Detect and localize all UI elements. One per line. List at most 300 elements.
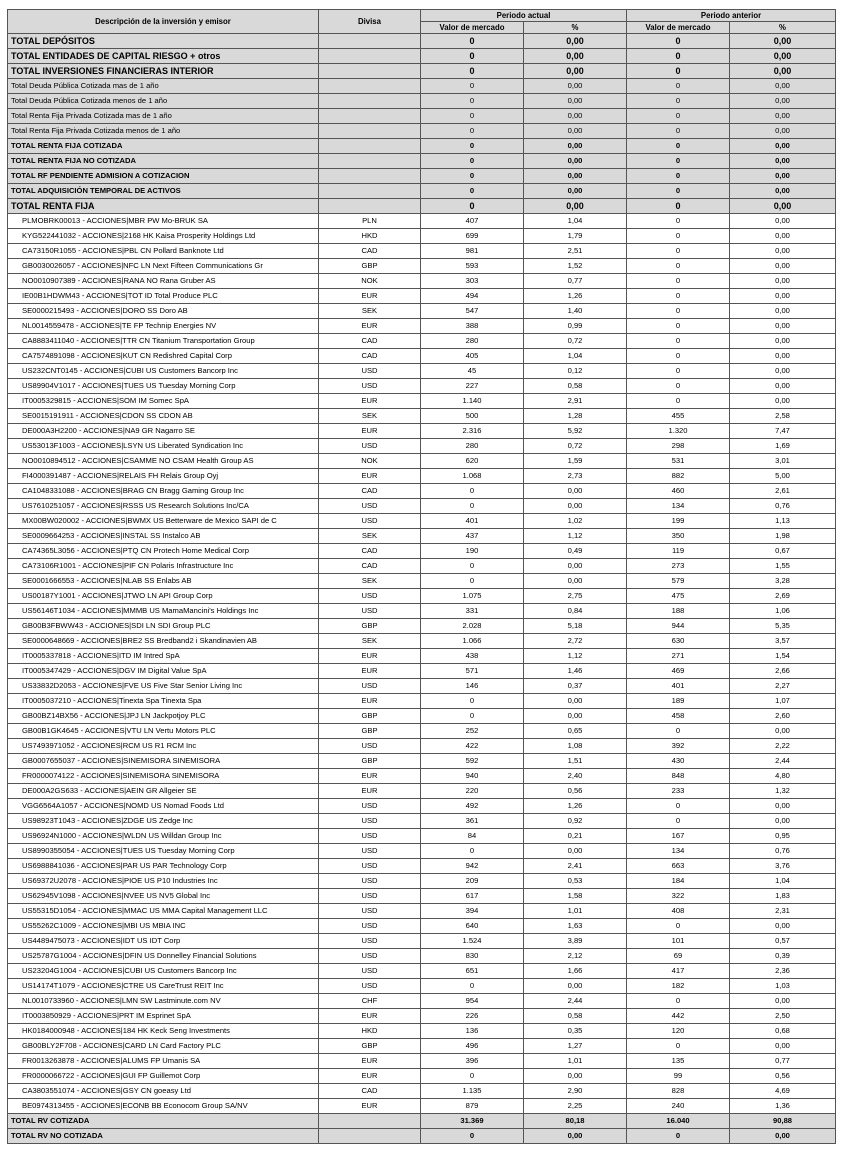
row-previous-percent: 1,04 — [730, 874, 836, 889]
row-description: TOTAL RENTA FIJA COTIZADA — [8, 139, 319, 154]
row-current-market-value: 492 — [421, 799, 524, 814]
row-current-market-value: 209 — [421, 874, 524, 889]
row-previous-percent: 0,00 — [730, 334, 836, 349]
total-row — [8, 34, 836, 49]
row-current-percent: 1,08 — [524, 739, 627, 754]
row-previous-percent: 3,57 — [730, 634, 836, 649]
holding-row — [8, 979, 836, 994]
row-description: TOTAL ENTIDADES DE CAPITAL RIESGO + otros — [8, 49, 319, 64]
row-previous-market-value: 0 — [627, 244, 730, 259]
holding-row — [8, 964, 836, 979]
holding-row — [8, 289, 836, 304]
row-currency: USD — [319, 379, 421, 394]
row-current-percent: 2,72 — [524, 634, 627, 649]
row-current-percent: 1,01 — [524, 904, 627, 919]
row-current-percent: 1,26 — [524, 289, 627, 304]
row-previous-market-value: 134 — [627, 499, 730, 514]
row-currency: SEK — [319, 529, 421, 544]
row-current-market-value: 220 — [421, 784, 524, 799]
row-previous-market-value: 460 — [627, 484, 730, 499]
row-current-market-value: 0 — [421, 154, 524, 169]
holding-row — [8, 394, 836, 409]
row-previous-market-value: 0 — [627, 214, 730, 229]
row-previous-market-value: 0 — [627, 94, 730, 109]
row-current-percent: 1,12 — [524, 529, 627, 544]
row-description: Total Renta Fija Privada Cotizada menos de 1 año — [8, 124, 319, 139]
row-current-percent: 2,12 — [524, 949, 627, 964]
row-currency: SEK — [319, 304, 421, 319]
row-currency: EUR — [319, 1069, 421, 1084]
row-currency: EUR — [319, 319, 421, 334]
total-row — [8, 199, 836, 214]
row-current-percent: 1,63 — [524, 919, 627, 934]
row-current-market-value: 0 — [421, 94, 524, 109]
holding-row — [8, 1054, 836, 1069]
row-previous-percent: 0,56 — [730, 1069, 836, 1084]
row-currency — [319, 94, 421, 109]
row-current-market-value: 547 — [421, 304, 524, 319]
row-previous-market-value: 0 — [627, 79, 730, 94]
row-description: NO0010894512 - ACCIONES|CSAMME NO CSAM Health Group AS — [8, 454, 319, 469]
investment-portfolio-table — [7, 9, 836, 1144]
row-current-market-value: 401 — [421, 514, 524, 529]
row-previous-market-value: 0 — [627, 34, 730, 49]
row-current-percent: 2,90 — [524, 1084, 627, 1099]
row-description: GB00B1GK4645 - ACCIONES|VTU LN Vertu Motors PLC — [8, 724, 319, 739]
row-currency: CAD — [319, 559, 421, 574]
row-current-market-value: 1.135 — [421, 1084, 524, 1099]
row-current-market-value: 1.075 — [421, 589, 524, 604]
row-description: US00187Y1001 - ACCIONES|JTWO LN API Group Corp — [8, 589, 319, 604]
row-currency: GBP — [319, 709, 421, 724]
row-description: IT0005037210 - ACCIONES|Tinexta Spa Tinexta Spa — [8, 694, 319, 709]
row-current-market-value: 0 — [421, 1069, 524, 1084]
row-previous-market-value: 0 — [627, 724, 730, 739]
row-previous-market-value: 233 — [627, 784, 730, 799]
row-description: FR0000066722 - ACCIONES|GUI FP Guillemot Corp — [8, 1069, 319, 1084]
row-previous-percent: 2,50 — [730, 1009, 836, 1024]
row-previous-percent: 0,00 — [730, 79, 836, 94]
holding-row — [8, 499, 836, 514]
row-previous-market-value: 0 — [627, 154, 730, 169]
holding-row — [8, 739, 836, 754]
row-current-market-value: 1.068 — [421, 469, 524, 484]
row-previous-market-value: 828 — [627, 1084, 730, 1099]
row-previous-percent: 7,47 — [730, 424, 836, 439]
row-previous-market-value: 0 — [627, 1039, 730, 1054]
holding-row — [8, 694, 836, 709]
row-currency: USD — [319, 799, 421, 814]
row-description: SE0015191911 - ACCIONES|CDON SS CDON AB — [8, 409, 319, 424]
holding-row — [8, 634, 836, 649]
row-previous-percent: 1,06 — [730, 604, 836, 619]
holding-row — [8, 1069, 836, 1084]
row-current-market-value: 0 — [421, 574, 524, 589]
row-currency: EUR — [319, 469, 421, 484]
row-currency: EUR — [319, 784, 421, 799]
row-currency: USD — [319, 844, 421, 859]
row-current-percent: 2,40 — [524, 769, 627, 784]
row-current-percent: 0,72 — [524, 334, 627, 349]
row-description: US62945V1098 - ACCIONES|NVEE US NV5 Global Inc — [8, 889, 319, 904]
row-previous-percent: 2,36 — [730, 964, 836, 979]
row-current-market-value: 136 — [421, 1024, 524, 1039]
row-currency: USD — [319, 589, 421, 604]
row-previous-percent: 0,00 — [730, 724, 836, 739]
row-previous-market-value: 531 — [627, 454, 730, 469]
row-previous-market-value: 101 — [627, 934, 730, 949]
row-current-percent: 0,00 — [524, 844, 627, 859]
row-current-percent: 1,46 — [524, 664, 627, 679]
row-currency: SEK — [319, 409, 421, 424]
row-current-percent: 0,92 — [524, 814, 627, 829]
holding-row — [8, 484, 836, 499]
row-current-percent: 0,72 — [524, 439, 627, 454]
row-current-market-value: 942 — [421, 859, 524, 874]
row-previous-market-value: 120 — [627, 1024, 730, 1039]
row-previous-market-value: 408 — [627, 904, 730, 919]
row-previous-market-value: 0 — [627, 394, 730, 409]
holding-row — [8, 319, 836, 334]
row-description: CA3803551074 - ACCIONES|GSY CN goeasy Ltd — [8, 1084, 319, 1099]
row-currency: USD — [319, 904, 421, 919]
row-description: US23204G1004 - ACCIONES|CUBI US Customers Bancorp Inc — [8, 964, 319, 979]
row-previous-percent: 2,22 — [730, 739, 836, 754]
row-previous-market-value: 16.040 — [627, 1114, 730, 1129]
row-current-market-value: 146 — [421, 679, 524, 694]
row-previous-percent: 0,00 — [730, 1039, 836, 1054]
holding-row — [8, 1099, 836, 1114]
row-description: IT0005337818 - ACCIONES|ITD IM Intred SpA — [8, 649, 319, 664]
row-current-percent: 2,51 — [524, 244, 627, 259]
row-previous-market-value: 273 — [627, 559, 730, 574]
total-row — [8, 64, 836, 79]
row-current-percent: 0,00 — [524, 199, 627, 214]
row-previous-market-value: 0 — [627, 364, 730, 379]
row-previous-market-value: 0 — [627, 49, 730, 64]
row-description: DE000A3H2200 - ACCIONES|NA9 GR Nagarro SE — [8, 424, 319, 439]
header-previous-market-value: Valor de mercado — [627, 22, 730, 34]
row-previous-percent: 90,88 — [730, 1114, 836, 1129]
holding-row — [8, 454, 836, 469]
row-currency: GBP — [319, 724, 421, 739]
row-previous-percent: 0,00 — [730, 49, 836, 64]
total-row — [8, 94, 836, 109]
row-current-market-value: 2.028 — [421, 619, 524, 634]
row-current-percent: 0,00 — [524, 154, 627, 169]
row-previous-percent: 2,44 — [730, 754, 836, 769]
holding-row — [8, 814, 836, 829]
row-current-market-value: 252 — [421, 724, 524, 739]
row-current-market-value: 494 — [421, 289, 524, 304]
row-current-percent: 1,12 — [524, 649, 627, 664]
row-previous-market-value: 271 — [627, 649, 730, 664]
row-current-market-value: 190 — [421, 544, 524, 559]
holding-row — [8, 949, 836, 964]
row-previous-market-value: 0 — [627, 799, 730, 814]
row-previous-market-value: 0 — [627, 199, 730, 214]
row-previous-market-value: 392 — [627, 739, 730, 754]
holding-row — [8, 1084, 836, 1099]
total-row — [8, 124, 836, 139]
row-currency: GBP — [319, 1039, 421, 1054]
holding-row — [8, 994, 836, 1009]
row-previous-market-value: 0 — [627, 1129, 730, 1144]
row-currency: CAD — [319, 484, 421, 499]
total-row — [8, 1114, 836, 1129]
row-previous-percent: 1,55 — [730, 559, 836, 574]
row-description: Total Deuda Pública Cotizada mas de 1 año — [8, 79, 319, 94]
holding-row — [8, 619, 836, 634]
row-description: IT0005347429 - ACCIONES|DGV IM Digital Value SpA — [8, 664, 319, 679]
row-current-percent: 0,58 — [524, 1009, 627, 1024]
row-current-market-value: 0 — [421, 199, 524, 214]
row-currency: USD — [319, 364, 421, 379]
row-previous-percent: 0,76 — [730, 499, 836, 514]
row-description: US33832D2053 - ACCIONES|FVE US Five Star Senior Living Inc — [8, 679, 319, 694]
total-row — [8, 109, 836, 124]
row-current-market-value: 500 — [421, 409, 524, 424]
row-description: MX00BW020002 - ACCIONES|BWMX US Betterware de Mexico SAPI de C — [8, 514, 319, 529]
row-description: US55315D1054 - ACCIONES|MMAC US MMA Capital Management LLC — [8, 904, 319, 919]
header-current-period: Periodo actual — [421, 10, 627, 22]
row-description: TOTAL INVERSIONES FINANCIERAS INTERIOR — [8, 64, 319, 79]
row-currency: USD — [319, 949, 421, 964]
row-current-percent: 0,00 — [524, 34, 627, 49]
row-previous-percent: 0,00 — [730, 259, 836, 274]
row-currency — [319, 154, 421, 169]
row-currency: USD — [319, 679, 421, 694]
header-current-percent: % — [524, 22, 627, 34]
row-current-percent: 0,00 — [524, 979, 627, 994]
row-previous-market-value: 0 — [627, 994, 730, 1009]
row-current-percent: 0,35 — [524, 1024, 627, 1039]
row-currency: NOK — [319, 454, 421, 469]
row-description: IT0005329815 - ACCIONES|SOM IM Somec SpA — [8, 394, 319, 409]
row-current-percent: 1,02 — [524, 514, 627, 529]
row-current-percent: 0,00 — [524, 124, 627, 139]
row-current-market-value: 84 — [421, 829, 524, 844]
row-current-percent: 0,56 — [524, 784, 627, 799]
row-previous-percent: 3,28 — [730, 574, 836, 589]
row-current-market-value: 2.316 — [421, 424, 524, 439]
row-current-percent: 0,37 — [524, 679, 627, 694]
row-current-market-value: 0 — [421, 139, 524, 154]
row-current-percent: 1,01 — [524, 1054, 627, 1069]
row-currency: CAD — [319, 349, 421, 364]
holding-row — [8, 529, 836, 544]
row-previous-percent: 1,98 — [730, 529, 836, 544]
row-previous-market-value: 0 — [627, 304, 730, 319]
row-currency: USD — [319, 604, 421, 619]
row-current-percent: 0,00 — [524, 574, 627, 589]
row-current-market-value: 0 — [421, 844, 524, 859]
row-currency: USD — [319, 499, 421, 514]
row-current-market-value: 227 — [421, 379, 524, 394]
row-current-percent: 0,99 — [524, 319, 627, 334]
row-current-market-value: 394 — [421, 904, 524, 919]
row-description: GB0007655037 - ACCIONES|SINEMISORA SINEMISORA — [8, 754, 319, 769]
row-previous-market-value: 0 — [627, 139, 730, 154]
row-previous-percent: 0,00 — [730, 199, 836, 214]
row-current-market-value: 0 — [421, 49, 524, 64]
row-previous-percent: 2,66 — [730, 664, 836, 679]
row-previous-percent: 0,00 — [730, 994, 836, 1009]
row-currency — [319, 124, 421, 139]
holding-row — [8, 1039, 836, 1054]
header-description: Descripción de la inversión y emisor — [8, 10, 319, 34]
row-current-percent: 1,79 — [524, 229, 627, 244]
row-currency: USD — [319, 829, 421, 844]
row-current-percent: 1,28 — [524, 409, 627, 424]
row-current-market-value: 388 — [421, 319, 524, 334]
row-current-market-value: 1.524 — [421, 934, 524, 949]
row-current-market-value: 699 — [421, 229, 524, 244]
row-currency: EUR — [319, 424, 421, 439]
row-current-market-value: 571 — [421, 664, 524, 679]
row-previous-market-value: 99 — [627, 1069, 730, 1084]
row-currency — [319, 169, 421, 184]
row-current-percent: 1,40 — [524, 304, 627, 319]
row-current-percent: 0,49 — [524, 544, 627, 559]
row-previous-market-value: 944 — [627, 619, 730, 634]
row-currency — [319, 49, 421, 64]
row-current-market-value: 0 — [421, 64, 524, 79]
row-current-market-value: 620 — [421, 454, 524, 469]
row-currency: USD — [319, 934, 421, 949]
row-currency: USD — [319, 889, 421, 904]
row-previous-percent: 2,69 — [730, 589, 836, 604]
row-current-percent: 80,18 — [524, 1114, 627, 1129]
holding-row — [8, 379, 836, 394]
row-description: TOTAL RV NO COTIZADA — [8, 1129, 319, 1144]
row-previous-percent: 5,00 — [730, 469, 836, 484]
row-current-market-value: 651 — [421, 964, 524, 979]
header-previous-percent: % — [730, 22, 836, 34]
holding-row — [8, 889, 836, 904]
row-currency — [319, 1114, 421, 1129]
row-previous-percent: 1,32 — [730, 784, 836, 799]
row-description: KYG522441032 - ACCIONES|2168 HK Kaisa Prosperity Holdings Ltd — [8, 229, 319, 244]
row-previous-market-value: 430 — [627, 754, 730, 769]
row-current-percent: 1,26 — [524, 799, 627, 814]
row-current-percent: 0,53 — [524, 874, 627, 889]
row-previous-percent: 5,35 — [730, 619, 836, 634]
row-description: Total Renta Fija Privada Cotizada mas de 1 año — [8, 109, 319, 124]
row-previous-market-value: 135 — [627, 1054, 730, 1069]
total-row — [8, 169, 836, 184]
row-previous-percent: 0,00 — [730, 139, 836, 154]
row-currency: GBP — [319, 619, 421, 634]
row-currency: USD — [319, 859, 421, 874]
row-current-market-value: 0 — [421, 1129, 524, 1144]
row-currency: EUR — [319, 694, 421, 709]
row-previous-percent: 3,01 — [730, 454, 836, 469]
holding-row — [8, 829, 836, 844]
row-previous-market-value: 298 — [627, 439, 730, 454]
row-previous-market-value: 0 — [627, 124, 730, 139]
row-description: US232CNT0145 - ACCIONES|CUBI US Customers Bancorp Inc — [8, 364, 319, 379]
row-currency — [319, 109, 421, 124]
row-currency — [319, 139, 421, 154]
row-currency: EUR — [319, 1009, 421, 1024]
row-current-market-value: 331 — [421, 604, 524, 619]
holding-row — [8, 304, 836, 319]
row-current-market-value: 879 — [421, 1099, 524, 1114]
row-current-percent: 1,58 — [524, 889, 627, 904]
row-currency — [319, 34, 421, 49]
row-description: FI4000391487 - ACCIONES|RELAIS FH Relais Group Oyj — [8, 469, 319, 484]
row-previous-market-value: 475 — [627, 589, 730, 604]
row-currency: USD — [319, 964, 421, 979]
row-description: SE0000648669 - ACCIONES|BRE2 SS Bredband2 i Skandinavien AB — [8, 634, 319, 649]
row-description: TOTAL RENTA FIJA — [8, 199, 319, 214]
holding-row — [8, 349, 836, 364]
row-currency: EUR — [319, 289, 421, 304]
row-previous-percent: 1,03 — [730, 979, 836, 994]
holding-row — [8, 649, 836, 664]
row-currency: GBP — [319, 754, 421, 769]
row-previous-percent: 0,00 — [730, 274, 836, 289]
row-previous-market-value: 882 — [627, 469, 730, 484]
row-current-market-value: 0 — [421, 184, 524, 199]
row-currency: SEK — [319, 634, 421, 649]
row-previous-percent: 2,60 — [730, 709, 836, 724]
row-currency: EUR — [319, 1099, 421, 1114]
holding-row — [8, 709, 836, 724]
row-description: US98923T1043 - ACCIONES|ZDGE US Zedge Inc — [8, 814, 319, 829]
holding-row — [8, 679, 836, 694]
row-currency — [319, 199, 421, 214]
holding-row — [8, 244, 836, 259]
row-current-percent: 0,00 — [524, 709, 627, 724]
row-current-market-value: 593 — [421, 259, 524, 274]
row-current-market-value: 437 — [421, 529, 524, 544]
row-current-percent: 1,52 — [524, 259, 627, 274]
row-previous-market-value: 0 — [627, 334, 730, 349]
row-current-percent: 0,00 — [524, 169, 627, 184]
row-current-percent: 0,00 — [524, 1069, 627, 1084]
row-description: CA74365L3056 - ACCIONES|PTQ CN Protech Home Medical Corp — [8, 544, 319, 559]
row-previous-percent: 3,76 — [730, 859, 836, 874]
row-description: US89904V1017 - ACCIONES|TUES US Tuesday Morning Corp — [8, 379, 319, 394]
row-previous-market-value: 0 — [627, 319, 730, 334]
row-previous-percent: 4,69 — [730, 1084, 836, 1099]
row-previous-market-value: 0 — [627, 274, 730, 289]
row-description: US25787G1004 - ACCIONES|DFIN US Donnelley Financial Solutions — [8, 949, 319, 964]
row-description: NO0010907389 - ACCIONES|RANA NO Rana Gruber AS — [8, 274, 319, 289]
row-previous-percent: 1,36 — [730, 1099, 836, 1114]
row-current-market-value: 361 — [421, 814, 524, 829]
row-description: PLMOBRK00013 - ACCIONES|MBR PW Mo-BRUK SA — [8, 214, 319, 229]
holding-row — [8, 214, 836, 229]
row-description: CA1048331088 - ACCIONES|BRAG CN Bragg Gaming Group Inc — [8, 484, 319, 499]
row-previous-percent: 0,00 — [730, 229, 836, 244]
row-currency — [319, 1129, 421, 1144]
row-previous-market-value: 442 — [627, 1009, 730, 1024]
row-currency: CHF — [319, 994, 421, 1009]
row-previous-market-value: 69 — [627, 949, 730, 964]
row-previous-percent: 0,00 — [730, 169, 836, 184]
holding-row — [8, 574, 836, 589]
row-description: CA73150R1055 - ACCIONES|PBL CN Pollard Banknote Ltd — [8, 244, 319, 259]
row-current-market-value: 640 — [421, 919, 524, 934]
row-description: GB0030026057 - ACCIONES|NFC LN Next Fifteen Communications Gr — [8, 259, 319, 274]
row-previous-percent: 0,00 — [730, 379, 836, 394]
row-previous-percent: 0,00 — [730, 109, 836, 124]
row-previous-percent: 1,83 — [730, 889, 836, 904]
investment-table-container — [7, 9, 835, 1144]
